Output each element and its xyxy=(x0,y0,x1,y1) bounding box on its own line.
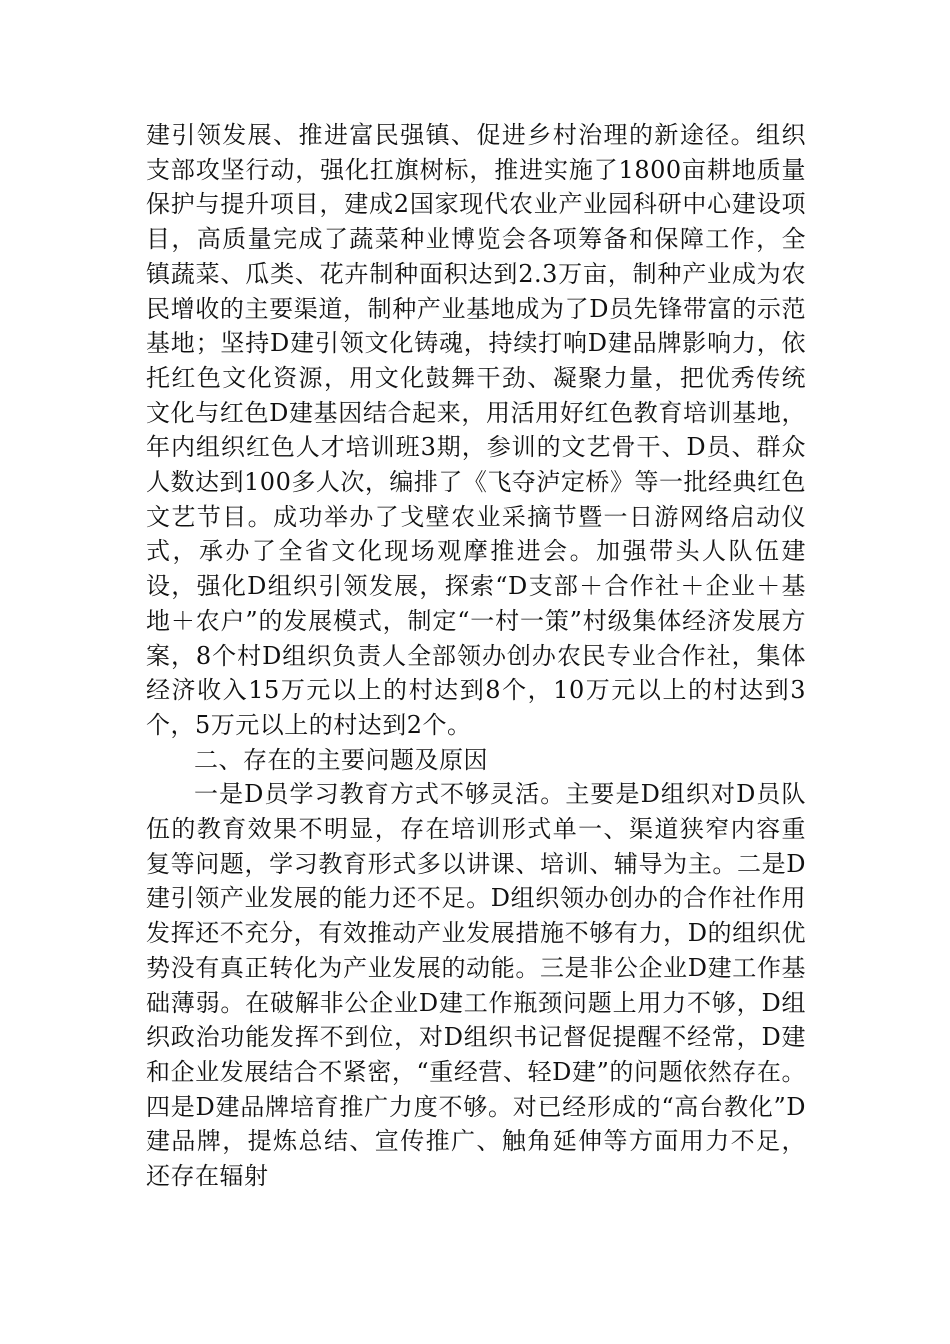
body-paragraph-continued: 建引领发展、推进富民强镇、促进乡村治理的新途径。组织支部攻坚行动，强化扛旗树标，推进实施了1800亩耕地质量保护与提升项目，建成2国家现代农业产业园科研中心建设项目，高质量完成了蔬菜种业博览会各项筹备和保障工作，全镇蔬菜、瓜类、花卉制种面积达到2.3万亩，制种产业成为农民增收的主要渠道，制种产业基地成为了D员先锋带富的示范基地；坚持D建引领文化铸魂，持续打响D建品牌影响力，依托红色文化资源，用文化鼓舞干劲、凝聚力量，把优秀传统文化与红色D建基因结合起来，用活用好红色教育培训基地，年内组织红色人才培训班3期，参训的文艺骨干、D员、群众人数达到100多人次，编排了《飞夺泸定桥》等一批经典红色文艺节目。成功举办了戈壁农业采摘节暨一日游网络启动仪式，承办了全省文化现场观摩推进会。加强带头人队伍建设，强化D组织引领发展，探索“D支部＋合作社＋企业＋基地＋农户”的发展模式，制定“一村一策”村级集体经济发展方案，8个村D组织负责人全部领办创办农民专业合作社，集体经济收入15万元以上的村达到8个，10万元以上的村达到3个，5万元以上的村达到2个。 xyxy=(146,121,806,739)
body-paragraph-problems: 一是D员学习教育方式不够灵活。主要是D组织对D员队伍的教育效果不明显，存在培训形式单一、渠道狭窄内容重复等问题，学习教育形式多以讲课、培训、辅导为主。二是D建引领产业发展的能力还不足。D组织领办创办的合作社作用发挥还不充分，有效推动产业发展措施不够有力，D的组织优势没有真正转化为产业发展的动能。三是非公企业D建工作基础薄弱。在破解非公企业D建工作瓶颈问题上用力不够，D组织政治功能发挥不到位，对D组织书记督促提醒不经常，D建和企业发展结合不紧密，“重经营、轻D建”的问题依然存在。四是D建品牌培育推广力度不够。对已经形成的“高台教化”D建品牌，提炼总结、宣传推广、触角延伸等方面用力不足，还存在辐射 xyxy=(146,780,806,1191)
section-heading: 二、存在的主要问题及原因 xyxy=(194,745,488,774)
document-page xyxy=(146,118,806,1194)
